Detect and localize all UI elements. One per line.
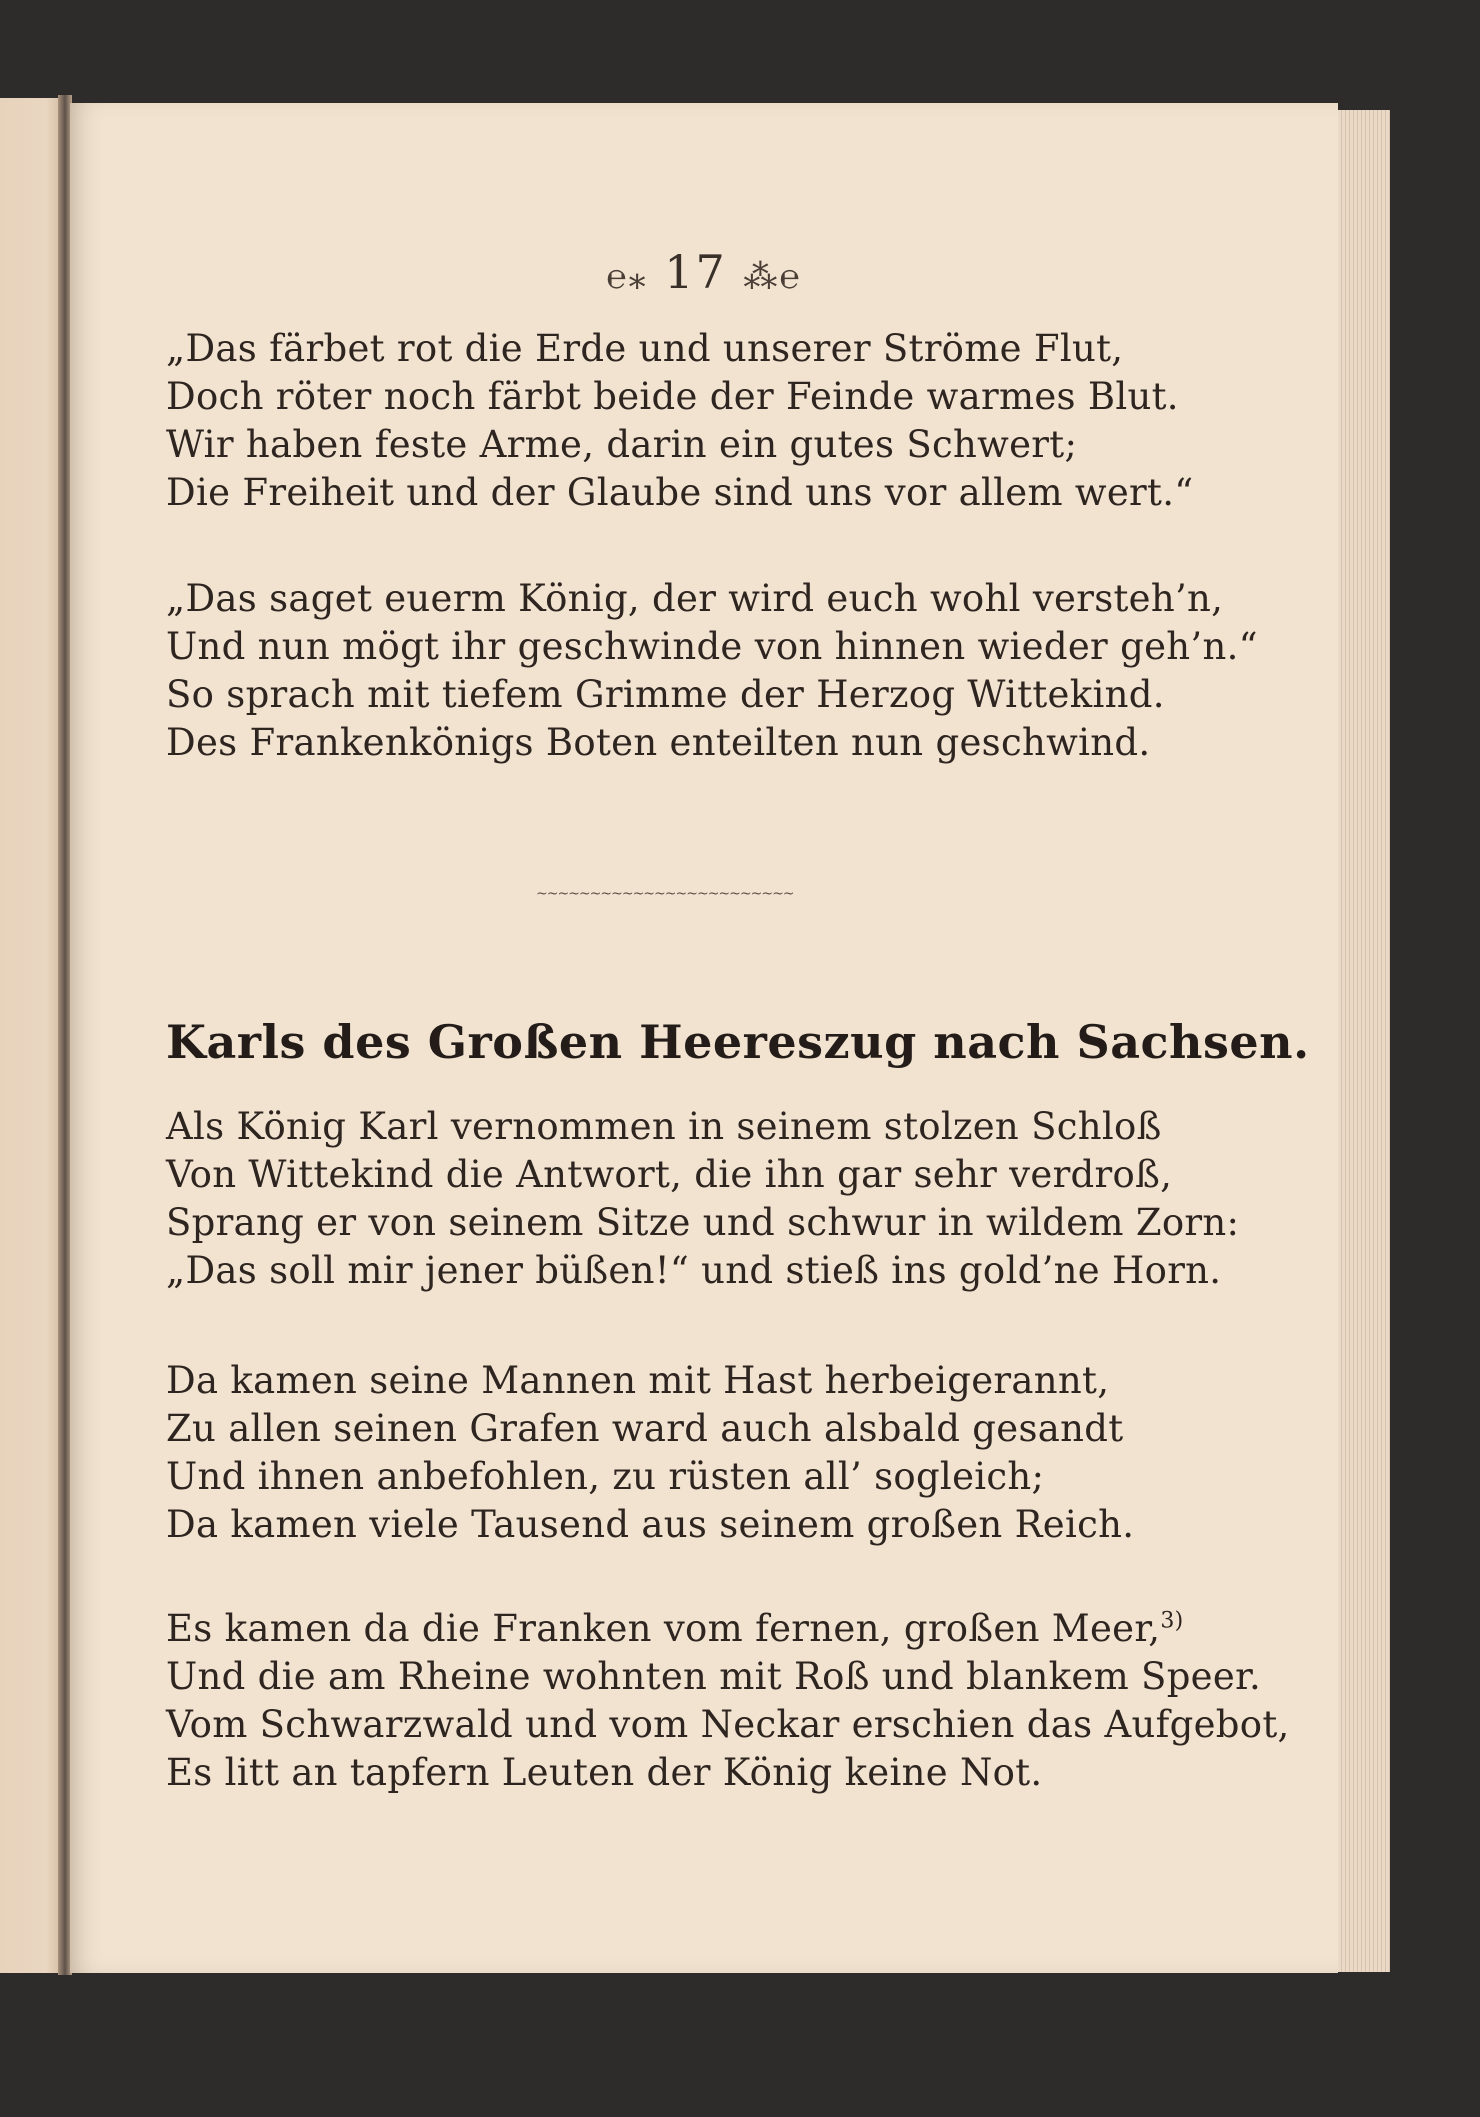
verse-line: „Das saget euerm König, der wird euch wohl versteh’n, xyxy=(166,577,1224,620)
verse-line: Es litt an tapfern Leuten der König keine Not. xyxy=(166,1751,1043,1794)
verse-line: Da kamen viele Tausend aus seinem großen Reich. xyxy=(166,1503,1135,1546)
verse-line: Zu allen seinen Grafen ward auch alsbald gesandt xyxy=(166,1407,1124,1450)
stanza-3 xyxy=(166,1103,1240,1295)
page-edge-stack xyxy=(1330,110,1390,1972)
page-header xyxy=(70,245,1338,299)
section-divider: ~~~~~~~~~~~~~~~~~~~~~~~~ xyxy=(536,886,794,902)
stanza-4 xyxy=(166,1357,1166,1549)
verse-line: Und ihnen anbefohlen, zu rüsten all’ sogleich; xyxy=(166,1455,1045,1498)
verse-line: Sprang er von seinem Sitze und schwur in wildem Zorn: xyxy=(166,1201,1240,1244)
verse-line: Von Wittekind die Antwort, die ihn gar sehr verdroß, xyxy=(166,1153,1173,1196)
verse-line: Und die am Rheine wohnten mit Roß und blankem Speer. xyxy=(166,1655,1262,1698)
verse-line: „Das soll mir jener büßen!“ und stieß ins gold’ne Horn. xyxy=(166,1249,1222,1292)
verse-line: „Das färbet rot die Erde und unserer Ströme Flut, xyxy=(166,327,1124,370)
verse-line: Doch röter noch färbt beide der Feinde warmes Blut. xyxy=(166,375,1179,418)
verse-text: Es kamen da die Franken vom fernen, großen Meer, xyxy=(166,1607,1161,1650)
verse-line: Vom Schwarzwald und vom Neckar erschien das Aufgebot, xyxy=(166,1703,1290,1746)
facing-page-edge xyxy=(0,98,66,1973)
header-ornament-right: ⁂℮ xyxy=(743,257,802,297)
stanza-1 xyxy=(166,325,1194,517)
verse-line: Wir haben feste Arme, darin ein gutes Schwert; xyxy=(166,423,1078,466)
verse-line: Und nun mögt ihr geschwinde von hinnen wieder geh’n.“ xyxy=(166,625,1258,668)
verse-line: Die Freiheit und der Glaube sind uns vor allem wert.“ xyxy=(166,471,1194,514)
header-ornament-left: ℮⁎ xyxy=(606,257,648,297)
verse-line: Des Frankenkönigs Boten enteilten nun geschwind. xyxy=(166,721,1151,764)
verse-line: Als König Karl vernommen in seinem stolzen Schloß xyxy=(166,1105,1162,1148)
verse-line: Da kamen seine Mannen mit Hast herbeigerannt, xyxy=(166,1359,1110,1402)
book-page xyxy=(70,103,1338,1973)
stanza-5 xyxy=(166,1605,1290,1797)
footnote-marker: 3) xyxy=(1160,1608,1184,1634)
verse-line xyxy=(166,1605,1184,1653)
poem-title: Karls des Großen Heereszug nach Sachsen. xyxy=(166,1015,1310,1069)
stanza-2 xyxy=(166,575,1258,767)
page-number: 17 xyxy=(664,245,727,299)
verse-line: So sprach mit tiefem Grimme der Herzog Wittekind. xyxy=(166,673,1165,716)
